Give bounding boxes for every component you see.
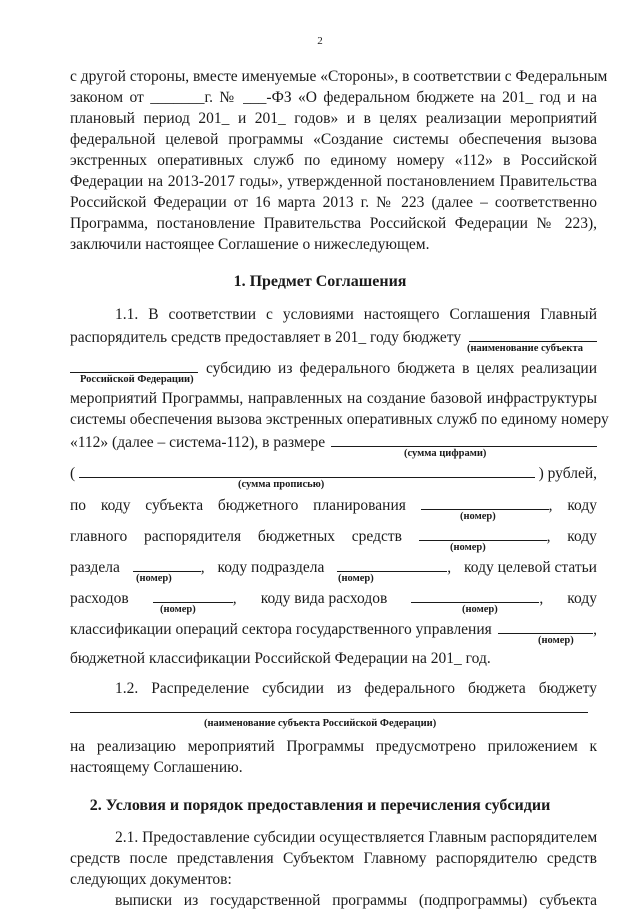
sum-words-open-paren: ( <box>70 465 76 482</box>
p11-line-6-text: «112» (далее – система-112), в размере <box>70 434 326 451</box>
kbk-line-3-c: коду целевой статьи <box>464 559 597 576</box>
subject-full-name-blank <box>70 712 588 713</box>
hint-number-4b: (номер) <box>462 604 498 615</box>
hint-number-2: (номер) <box>450 542 486 553</box>
kbk-line-1-w3: субъекта <box>145 497 204 514</box>
kbk-line-4-a: расходов <box>70 590 129 607</box>
kbk-line-3: раздела , коду подраздела , коду целевой статьи <box>70 559 597 576</box>
intro-line-7: Российской Федерации от 16 марта 2013 г. № 223 (далее – соответственно <box>70 194 597 211</box>
p21-line-2: средств после представления Субъектом Главному распорядителю средств <box>70 850 597 867</box>
p21-line-4: выписки из государственной программы (подпрограммы) субъекта <box>115 892 597 909</box>
kbk-line-2-end: коду <box>567 528 597 545</box>
kbk-line-1-w4: бюджетного <box>217 497 299 514</box>
kbk-3-blank-b <box>337 557 447 572</box>
hint-number-3b: (номер) <box>338 573 374 584</box>
kbk-line-1-end: коду <box>567 497 597 514</box>
hint-number-3a: (номер) <box>136 573 172 584</box>
kbk-line-1-w2: коду <box>100 497 131 514</box>
subject-name-blank <box>469 327 597 342</box>
p12-line-1: 1.2. Распределение субсидии из федерального бюджета бюджету <box>115 680 597 697</box>
p11-line-5: системы обеспечения вызова экстренных оперативных служб по единому номеру <box>70 411 609 428</box>
p12-line-3: на реализацию мероприятий Программы предусмотрено приложением к <box>70 738 597 755</box>
p11-line-3-text: субсидию из федерального бюджета в целях реализации <box>206 360 597 377</box>
kbk-line-5-text: классификации операций сектора государственного управления <box>70 621 492 638</box>
p11-line-4: мероприятий Программы, направленных на создание базовой инфраструктуры <box>70 390 597 407</box>
p12-line-4: настоящему Соглашению. <box>70 759 243 776</box>
section-1-title: 1. Предмет Соглашения <box>233 273 407 290</box>
kbk-line-2: главного распорядителя бюджетных средств , коду <box>70 528 597 545</box>
kbk-line-1-w5: планирования <box>313 497 406 514</box>
kbk-line-4-c: коду <box>567 590 597 607</box>
p21-line-1: 2.1. Предоставление субсидии осуществляется Главным распорядителем <box>115 829 598 846</box>
p11-line-6 <box>70 432 597 452</box>
kbk-line-3-a: раздела <box>70 559 120 576</box>
hint-number-4a: (номер) <box>160 604 196 615</box>
subject-name-blank-2 <box>70 358 198 373</box>
kbk-3-blank-a <box>133 557 201 572</box>
kbk-line-4: расходов , коду вида расходов , коду <box>70 590 597 607</box>
hint-sum-words: (сумма прописью) <box>238 479 325 490</box>
intro-line-9: заключили настоящее Соглашение о нижеследующем. <box>70 236 430 253</box>
kbk-line-2-w3: бюджетных <box>257 528 336 545</box>
p21-line-3: следующих документов: <box>70 871 232 888</box>
intro-line-8: Программа, постановление Правительства Российской Федерации № 223), <box>70 215 597 232</box>
kbk-line-2-w1: главного <box>70 528 128 545</box>
sum-words-blank <box>79 463 534 478</box>
intro-line-2: законом от _______г. № ___-ФЗ «О федеральном бюджете на 201_ год и на <box>70 89 597 106</box>
sum-words-close: ) рублей, <box>538 465 597 482</box>
hint-number-5: (номер) <box>538 635 574 646</box>
kbk-line-3-b: коду подраздела <box>217 559 325 576</box>
hint-number-1: (номер) <box>460 511 496 522</box>
page-number: 2 <box>317 35 323 47</box>
kbk-5-blank <box>498 619 593 634</box>
intro-line-6: Федерации на 2013-2017 годы», утвержденной постановлением Правительства <box>70 173 597 190</box>
kbk-1-blank <box>421 495 549 510</box>
kbk-line-2-w4: средств <box>351 528 402 545</box>
kbk-line-2-w2: распорядителя <box>144 528 242 545</box>
section-2-title: 2. Условия и порядок предоставления и перечисления субсидии <box>89 797 551 814</box>
p11-line-7 <box>70 463 597 483</box>
intro-line-5: экстренных оперативных служб по единому номеру «112» в Российской <box>70 152 597 169</box>
kbk-line-1: по коду субъекта бюджетного планирования , коду <box>70 497 597 514</box>
p11-line-2-text: распорядитель средств предоставляет в 201_ году бюджету <box>70 329 462 346</box>
p11-line-1: 1.1. В соответствии с условиями настоящего Соглашения Главный <box>115 306 597 323</box>
hint-sum-digits: (сумма цифрами) <box>404 448 487 459</box>
kbk-4-blank-b <box>411 588 539 603</box>
intro-line-4: федеральной целевой программы «Создание системы обеспечения вызова <box>70 131 597 148</box>
kbk-line-6: бюджетной классификации Российской Федерации на 201_ год. <box>70 650 491 667</box>
kbk-line-4-b: коду вида расходов <box>260 590 388 607</box>
kbk-line-1-w1: по <box>70 497 87 514</box>
hint-russian-federation: Российской Федерации) <box>80 374 194 385</box>
intro-line-3: плановый период 201_ и 201_ годов» и в целях реализации мероприятий <box>70 110 597 127</box>
sum-digits-blank <box>331 432 597 447</box>
kbk-2-blank <box>419 526 547 541</box>
hint-subject-name: (наименование субъекта <box>467 343 583 354</box>
kbk-line-5: классификации операций сектора государственного управления , <box>70 621 597 638</box>
intro-line-1: с другой стороны, вместе именуемые «Стороны», в соответствии с Федеральным <box>70 68 608 85</box>
kbk-4-blank-a <box>153 588 233 603</box>
hint-subject-full: (наименование субъекта Российской Федерации) <box>204 718 437 729</box>
